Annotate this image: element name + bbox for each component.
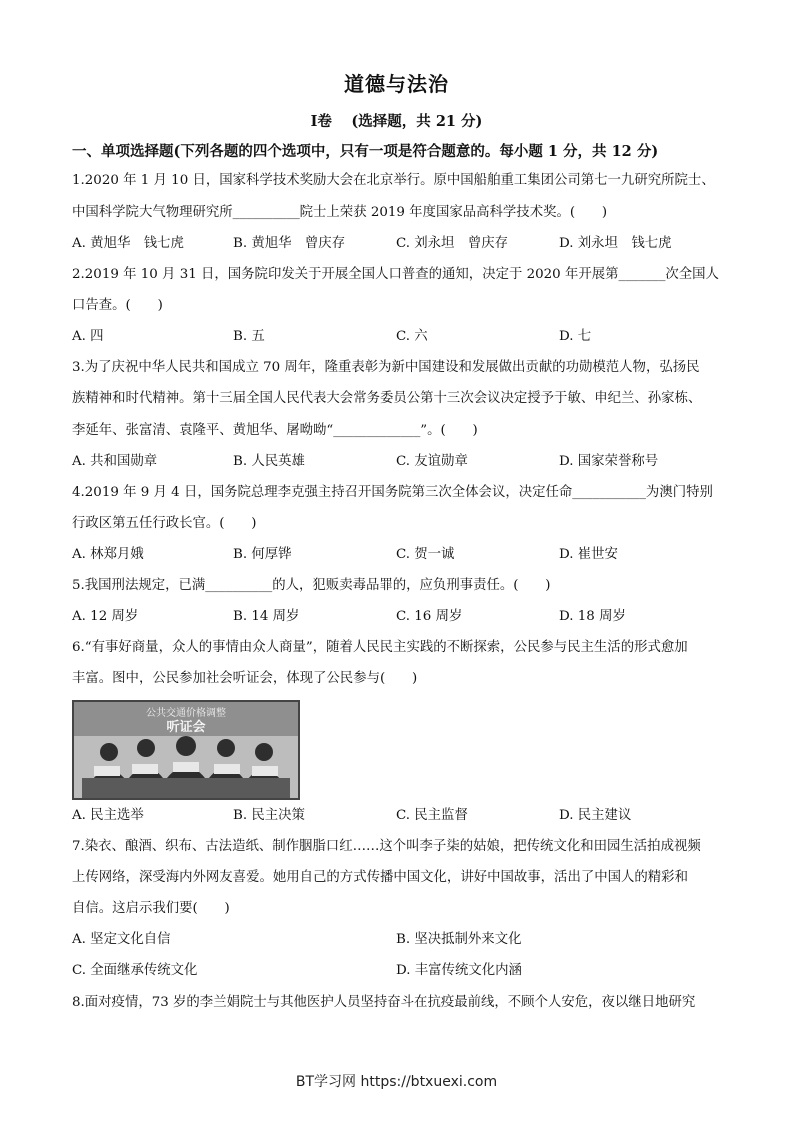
question-3-line-2: 族精神和时代精神。第十三届全国人民代表大会常务委员公第十三次会议决定授予于敏、申纪兰、孙家栋、: [72, 391, 702, 406]
question-3-option-c: C. 友谊勋章: [396, 454, 468, 469]
footer-watermark: BT学习网 https://btxuexi.com: [295, 1074, 498, 1090]
paper-subtitle: Ⅰ卷 (选择题，共 21 分): [310, 113, 483, 130]
question-6-option-a: A. 民主选举: [72, 808, 144, 823]
hearing-banner-line-2: 听证会: [166, 720, 206, 735]
question-3-line-3: 李延年、张富清、袁隆平、黄旭华、屠呦呦“_____________”。( ): [72, 423, 478, 438]
question-5-line-1: 5.我国刑法规定，已满__________的人，犯贩卖毒品罪的，应负刑事责任。( ): [72, 578, 551, 593]
question-6-option-b: B. 民主决策: [233, 808, 305, 823]
question-1-line-2: 中国科学院大气物理研究所__________院士上荣获 2019 年度国家品高科学技术奖。( ): [72, 205, 608, 220]
question-2-line-1: 2.2019 年 10 月 31 日，国务院印发关于开展全国人口普查的通知，决定于 2020 年开展第_______次全国人: [72, 267, 719, 282]
question-3-option-d: D. 国家荣誉称号: [559, 454, 659, 469]
question-4-line-2: 行政区第五任行政长官。( ): [72, 516, 257, 531]
question-5-option-d: D. 18 周岁: [559, 609, 626, 624]
hearing-photo-illustration: [74, 702, 298, 798]
question-4-option-d: D. 崔世安: [559, 547, 618, 562]
question-5-option-b: B. 14 周岁: [233, 609, 300, 624]
question-1-option-d: D. 刘永坦 钱七虎: [559, 236, 672, 251]
question-4-option-c: C. 贺一诚: [396, 547, 455, 562]
question-4-option-a: A. 林郑月娥: [72, 547, 144, 562]
question-6-line-2: 丰富。图中，公民参加社会听证会，体现了公民参与( ): [72, 671, 418, 686]
question-2-option-b: B. 五: [233, 329, 265, 344]
question-5-option-a: A. 12 周岁: [72, 609, 139, 624]
hearing-photo: [72, 700, 300, 800]
question-7-line-1: 7.染衣、酿酒、织布、古法造纸、制作胭脂口红……这个叫李子柒的姑娘，把传统文化和田园生活拍成视频: [72, 839, 701, 854]
question-6-option-d: D. 民主建议: [559, 808, 632, 823]
question-4-option-b: B. 何厚铧: [233, 547, 292, 562]
hearing-banner-line-1: 公共交通价格调整: [146, 708, 226, 719]
question-7-option-b: B. 坚决抵制外来文化: [396, 932, 522, 947]
question-7-line-3: 自信。这启示我们要( ): [72, 901, 230, 916]
question-1-option-b: B. 黄旭华 曾庆存: [233, 236, 346, 251]
question-4-line-1: 4.2019 年 9 月 4 日，国务院总理李克强主持召开国务院第三次全体会议，决定任命___________为澳门特别: [72, 485, 713, 500]
question-2-option-d: D. 七: [559, 329, 592, 344]
question-6-line-1: 6.“有事好商量，众人的事情由众人商量”，随着人民民主实践的不断探索，公民参与民主生活的形式愈加: [72, 640, 688, 655]
question-7-option-d: D. 丰富传统文化内涵: [396, 963, 522, 978]
question-7-option-a: A. 坚定文化自信: [72, 932, 171, 947]
question-1-line-1: 1.2020 年 1 月 10 日，国家科学技术奖励大会在北京举行。原中国船舶重工集团公司第七一九研究所院士、: [72, 173, 715, 188]
question-1-option-a: A. 黄旭华 钱七虎: [72, 236, 184, 251]
question-2-option-a: A. 四: [72, 329, 104, 344]
question-3-option-b: B. 人民英雄: [233, 454, 305, 469]
question-5-option-c: C. 16 周岁: [396, 609, 463, 624]
question-2-option-c: C. 六: [396, 329, 428, 344]
question-3-line-1: 3.为了庆祝中华人民共和国成立 70 周年，隆重表彰为新中国建设和发展做出贡献的功勋模范人物，弘扬民: [72, 360, 700, 375]
question-7-line-2: 上传网络，深受海内外网友喜爱。她用自己的方式传播中国文化，讲好中国故事，活出了中国人的精彩和: [72, 870, 688, 885]
question-7-option-c: C. 全面继承传统文化: [72, 963, 198, 978]
question-1-option-c: C. 刘永坦 曾庆存: [396, 236, 509, 251]
question-6-option-c: C. 民主监督: [396, 808, 468, 823]
section-heading: 一、单项选择题(下列各题的四个选项中，只有一项是符合题意的。每小题 1 分，共 12 分): [72, 143, 659, 160]
question-8-line-1: 8.面对疫情，73 岁的李兰娟院士与其他医护人员坚持奋斗在抗疫最前线，不顾个人安危，夜以继日地研究: [72, 995, 696, 1010]
question-3-option-a: A. 共和国勋章: [72, 454, 158, 469]
page-title: 道德与法治: [344, 72, 449, 96]
question-2-line-2: 口告查。( ): [72, 298, 163, 313]
